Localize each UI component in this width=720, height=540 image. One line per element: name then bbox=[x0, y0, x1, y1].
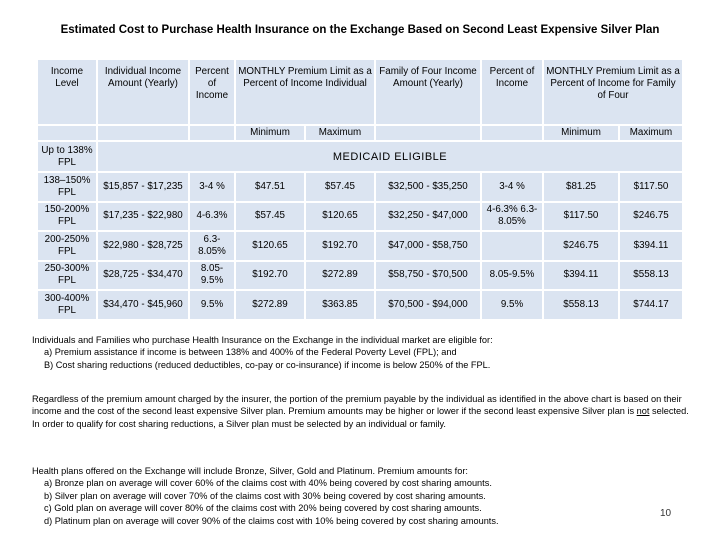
individual-maximum: $272.89 bbox=[306, 262, 374, 290]
plan-tier-platinum: d) Platinum plan on average will cover 90% of the claims cost with 10% being covered by cost sharing amounts. bbox=[44, 515, 499, 526]
family-percent: 8.05-9.5% bbox=[482, 262, 542, 290]
subheader-row bbox=[38, 126, 682, 140]
family-percent: 9.5% bbox=[482, 291, 542, 319]
income-level: 138–150% FPL bbox=[38, 173, 96, 201]
individual-minimum: $192.70 bbox=[236, 262, 304, 290]
table-row bbox=[38, 291, 682, 319]
subheader-family-minimum: Minimum bbox=[544, 126, 618, 140]
header-row bbox=[38, 60, 682, 124]
not-emphasis: not bbox=[636, 406, 650, 417]
income-level: 150-200% FPL bbox=[38, 203, 96, 231]
individual-income-amount: $15,857 - $17,235 bbox=[98, 173, 188, 201]
family-maximum: $246.75 bbox=[620, 203, 682, 231]
header-family-income: Family of Four Income Amount (Yearly) bbox=[376, 60, 480, 124]
family-minimum: $558.13 bbox=[544, 291, 618, 319]
family-maximum: $744.17 bbox=[620, 291, 682, 319]
subheader-individual-minimum: Minimum bbox=[236, 126, 304, 140]
individual-percent: 3-4 % bbox=[190, 173, 234, 201]
plan-tier-notes bbox=[32, 465, 692, 527]
eligibility-notes bbox=[32, 334, 692, 371]
individual-maximum: $192.70 bbox=[306, 232, 374, 260]
medicaid-eligible-text: MEDICAID ELIGIBLE bbox=[98, 142, 682, 171]
individual-percent: 6.3-8.05% bbox=[190, 232, 234, 260]
income-level: 200-250% FPL bbox=[38, 232, 96, 260]
individual-income-amount: $17,235 - $22,980 bbox=[98, 203, 188, 231]
header-family-percent: Percent of Income bbox=[482, 60, 542, 124]
table-row bbox=[38, 173, 682, 201]
individual-maximum: $363.85 bbox=[306, 291, 374, 319]
subheader-individual-maximum: Maximum bbox=[306, 126, 374, 140]
individual-income-amount: $22,980 - $28,725 bbox=[98, 232, 188, 260]
family-minimum: $246.75 bbox=[544, 232, 618, 260]
table-row bbox=[38, 232, 682, 260]
family-minimum: $394.11 bbox=[544, 262, 618, 290]
page-title: Estimated Cost to Purchase Health Insurance on the Exchange Based on Second Least Expensive Silver Plan bbox=[60, 24, 660, 36]
plan-tier-intro: Health plans offered on the Exchange will include Bronze, Silver, Gold and Platinum. Premium amounts for: bbox=[32, 466, 468, 476]
family-percent bbox=[482, 232, 542, 260]
individual-income-amount: $34,470 - $45,960 bbox=[98, 291, 188, 319]
family-income-amount: $47,000 - $58,750 bbox=[376, 232, 480, 260]
cost-table bbox=[36, 58, 684, 321]
table-row bbox=[38, 262, 682, 290]
individual-maximum: $57.45 bbox=[306, 173, 374, 201]
family-percent: 3-4 % bbox=[482, 173, 542, 201]
family-maximum: $117.50 bbox=[620, 173, 682, 201]
eligibility-item-a: a) Premium assistance if income is between 138% and 400% of the Federal Poverty Level (FPL); and bbox=[44, 347, 457, 358]
plan-tier-gold: c) Gold plan on average will cover 80% of the claims cost with 20% being covered by cost sharing amounts. bbox=[44, 503, 482, 514]
income-level: 250-300% FPL bbox=[38, 262, 96, 290]
family-income-amount: $32,250 - $47,000 bbox=[376, 203, 480, 231]
header-family-premium-limit: MONTHLY Premium Limit as a Percent of Income for Family of Four bbox=[544, 60, 682, 124]
family-percent: 4-6.3% 6.3-8.05% bbox=[482, 203, 542, 231]
family-minimum: $117.50 bbox=[544, 203, 618, 231]
family-maximum: $558.13 bbox=[620, 262, 682, 290]
individual-maximum: $120.65 bbox=[306, 203, 374, 231]
header-percent-of-income: Percent of Income bbox=[190, 60, 234, 124]
income-level: 300-400% FPL bbox=[38, 291, 96, 319]
eligibility-item-b: B) Cost sharing reductions (reduced deductibles, co-pay or co-insurance) if income is below 250% of the FPL. bbox=[44, 359, 491, 370]
eligibility-intro: Individuals and Families who purchase Health Insurance on the Exchange in the individual market are eligible for: bbox=[32, 335, 493, 345]
individual-minimum: $120.65 bbox=[236, 232, 304, 260]
header-individual-premium-limit: MONTHLY Premium Limit as a Percent of Income Individual bbox=[236, 60, 374, 124]
individual-percent: 8.05-9.5% bbox=[190, 262, 234, 290]
family-minimum: $81.25 bbox=[544, 173, 618, 201]
family-income-amount: $32,500 - $35,250 bbox=[376, 173, 480, 201]
medicaid-level: Up to 138% FPL bbox=[38, 142, 96, 171]
header-income-level: Income Level bbox=[38, 60, 96, 124]
family-income-amount: $70,500 - $94,000 bbox=[376, 291, 480, 319]
page-number: 10 bbox=[660, 508, 672, 519]
plan-tier-silver: b) Silver plan on average will cover 70% of the claims cost with 30% being covered by cost sharing amounts. bbox=[44, 490, 486, 501]
individual-percent: 9.5% bbox=[190, 291, 234, 319]
individual-minimum: $47.51 bbox=[236, 173, 304, 201]
subheader-family-maximum: Maximum bbox=[620, 126, 682, 140]
family-maximum: $394.11 bbox=[620, 232, 682, 260]
individual-minimum: $272.89 bbox=[236, 291, 304, 319]
individual-percent: 4-6.3% bbox=[190, 203, 234, 231]
premium-paragraph: Regardless of the premium amount charged by the insurer, the portion of the premium payable by the individual as identified in the above chart is based on their income and the cost of the second least expensive Silver plan. Premium amounts may be higher or lower if the second least expensive Silver plan is not selected. In order to qualify for cost sharing reductions, a Silver plan must be selected by an individual or family. bbox=[32, 394, 689, 429]
medicaid-row bbox=[38, 142, 682, 171]
header-individual-income: Individual Income Amount (Yearly) bbox=[98, 60, 188, 124]
table-row bbox=[38, 203, 682, 231]
family-income-amount: $58,750 - $70,500 bbox=[376, 262, 480, 290]
individual-income-amount: $28,725 - $34,470 bbox=[98, 262, 188, 290]
premium-notes bbox=[32, 393, 692, 430]
plan-tier-bronze: a) Bronze plan on average will cover 60% of the claims cost with 40% being covered by cost sharing amounts. bbox=[44, 478, 492, 489]
individual-minimum: $57.45 bbox=[236, 203, 304, 231]
